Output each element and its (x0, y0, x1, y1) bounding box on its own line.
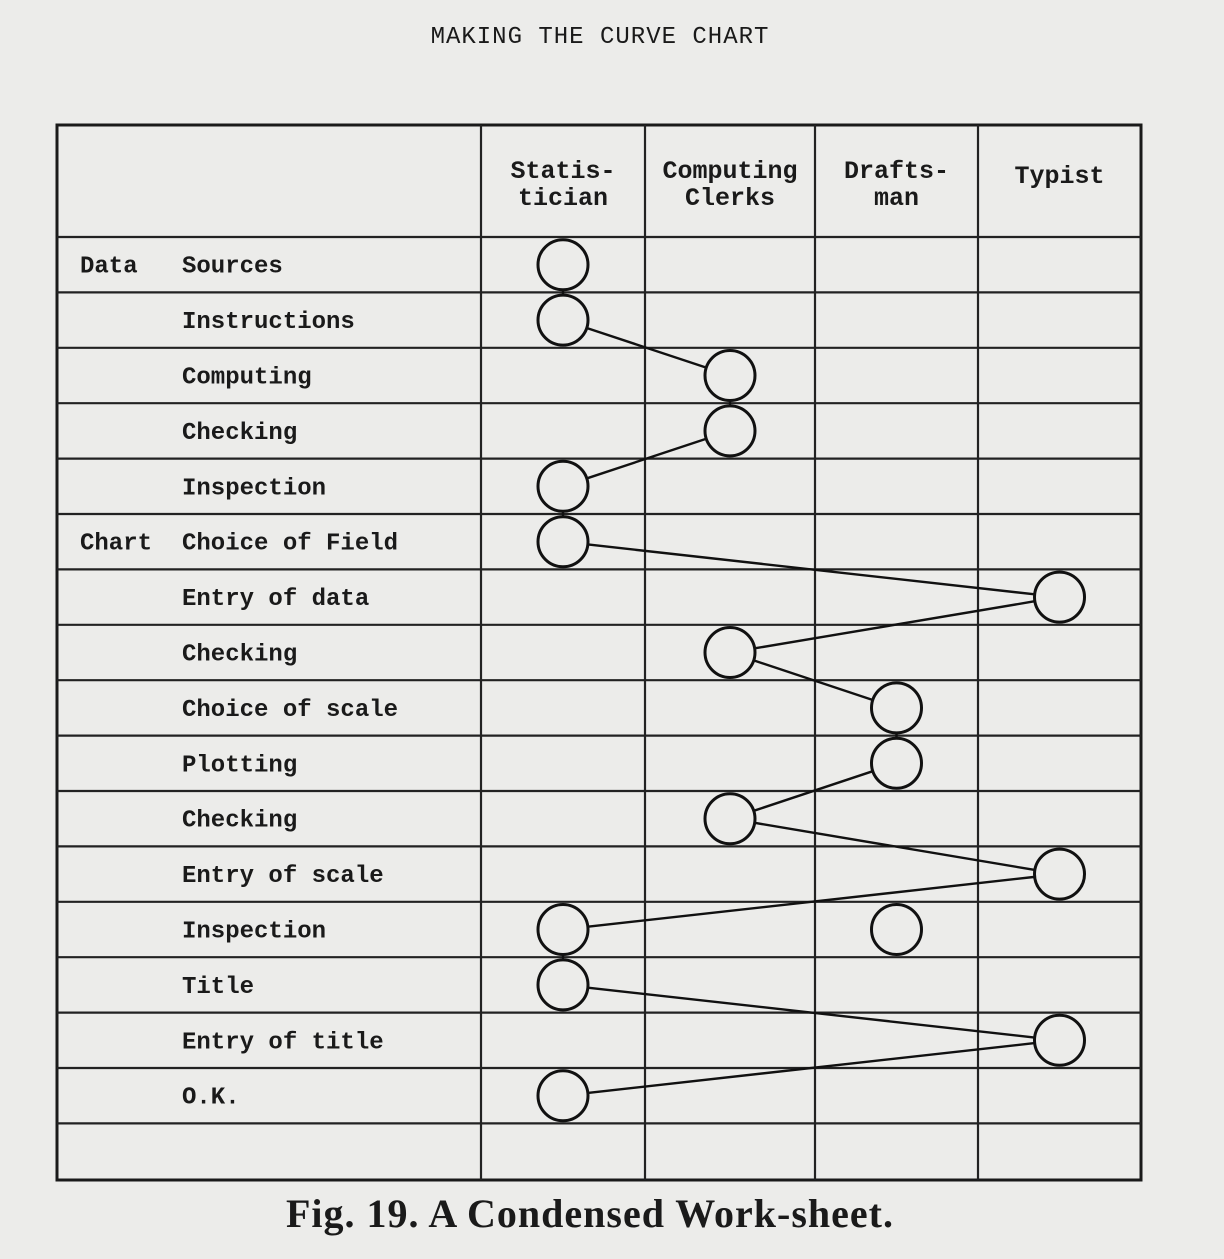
task-node (1035, 849, 1085, 899)
row-step-label: Instructions (182, 309, 355, 337)
column-headers (510, 157, 1104, 213)
row-step-label: Entry of data (182, 586, 370, 614)
task-node (872, 738, 922, 788)
column-header-line2: man (873, 184, 920, 213)
column-header-line1: Drafts- (843, 157, 950, 186)
task-node (538, 461, 588, 511)
task-node (538, 905, 588, 955)
column-header-line1: Typist (1014, 162, 1105, 191)
row-step-label: Plotting (182, 752, 298, 780)
flow-links (563, 290, 1035, 1093)
row-step-label: Sources (182, 253, 283, 281)
task-node (538, 517, 588, 567)
row-step-label: Entry of title (182, 1029, 384, 1057)
task-node (538, 960, 588, 1010)
figure-caption: Fig. 19. A Condensed Work-sheet. (286, 1191, 894, 1236)
task-node (872, 683, 922, 733)
row-step-label: Choice of Field (182, 530, 399, 558)
task-node (705, 794, 755, 844)
column-header-line2: tician (517, 184, 609, 213)
task-node (538, 1071, 588, 1121)
row-step-label: Entry of scale (182, 863, 384, 891)
task-node (1035, 1015, 1085, 1065)
row-group-label: Data (80, 253, 138, 281)
task-node (705, 351, 755, 401)
row-step-label: Choice of scale (182, 696, 399, 724)
task-node (705, 628, 755, 678)
task-node (538, 240, 588, 290)
row-step-label: Checking (182, 641, 298, 669)
task-node (705, 406, 755, 456)
row-step-label: Inspection (182, 918, 327, 946)
task-node (538, 295, 588, 345)
row-step-label: Title (182, 973, 255, 1001)
row-step-label: Inspection (182, 475, 327, 503)
row-group-label: Chart (80, 530, 153, 558)
column-header-line2: Clerks (684, 184, 776, 213)
task-node (1035, 572, 1085, 622)
row-step-label: Checking (182, 419, 298, 447)
row-step-label: Computing (182, 364, 312, 392)
column-header-line1: Statis- (510, 157, 616, 186)
column-header-line1: Computing (662, 157, 798, 186)
task-node-unlinked (872, 905, 922, 955)
running-head: MAKING THE CURVE CHART (430, 24, 770, 51)
row-step-label: O.K. (182, 1084, 240, 1112)
row-labels (80, 254, 398, 1112)
row-step-label: Checking (182, 807, 298, 835)
